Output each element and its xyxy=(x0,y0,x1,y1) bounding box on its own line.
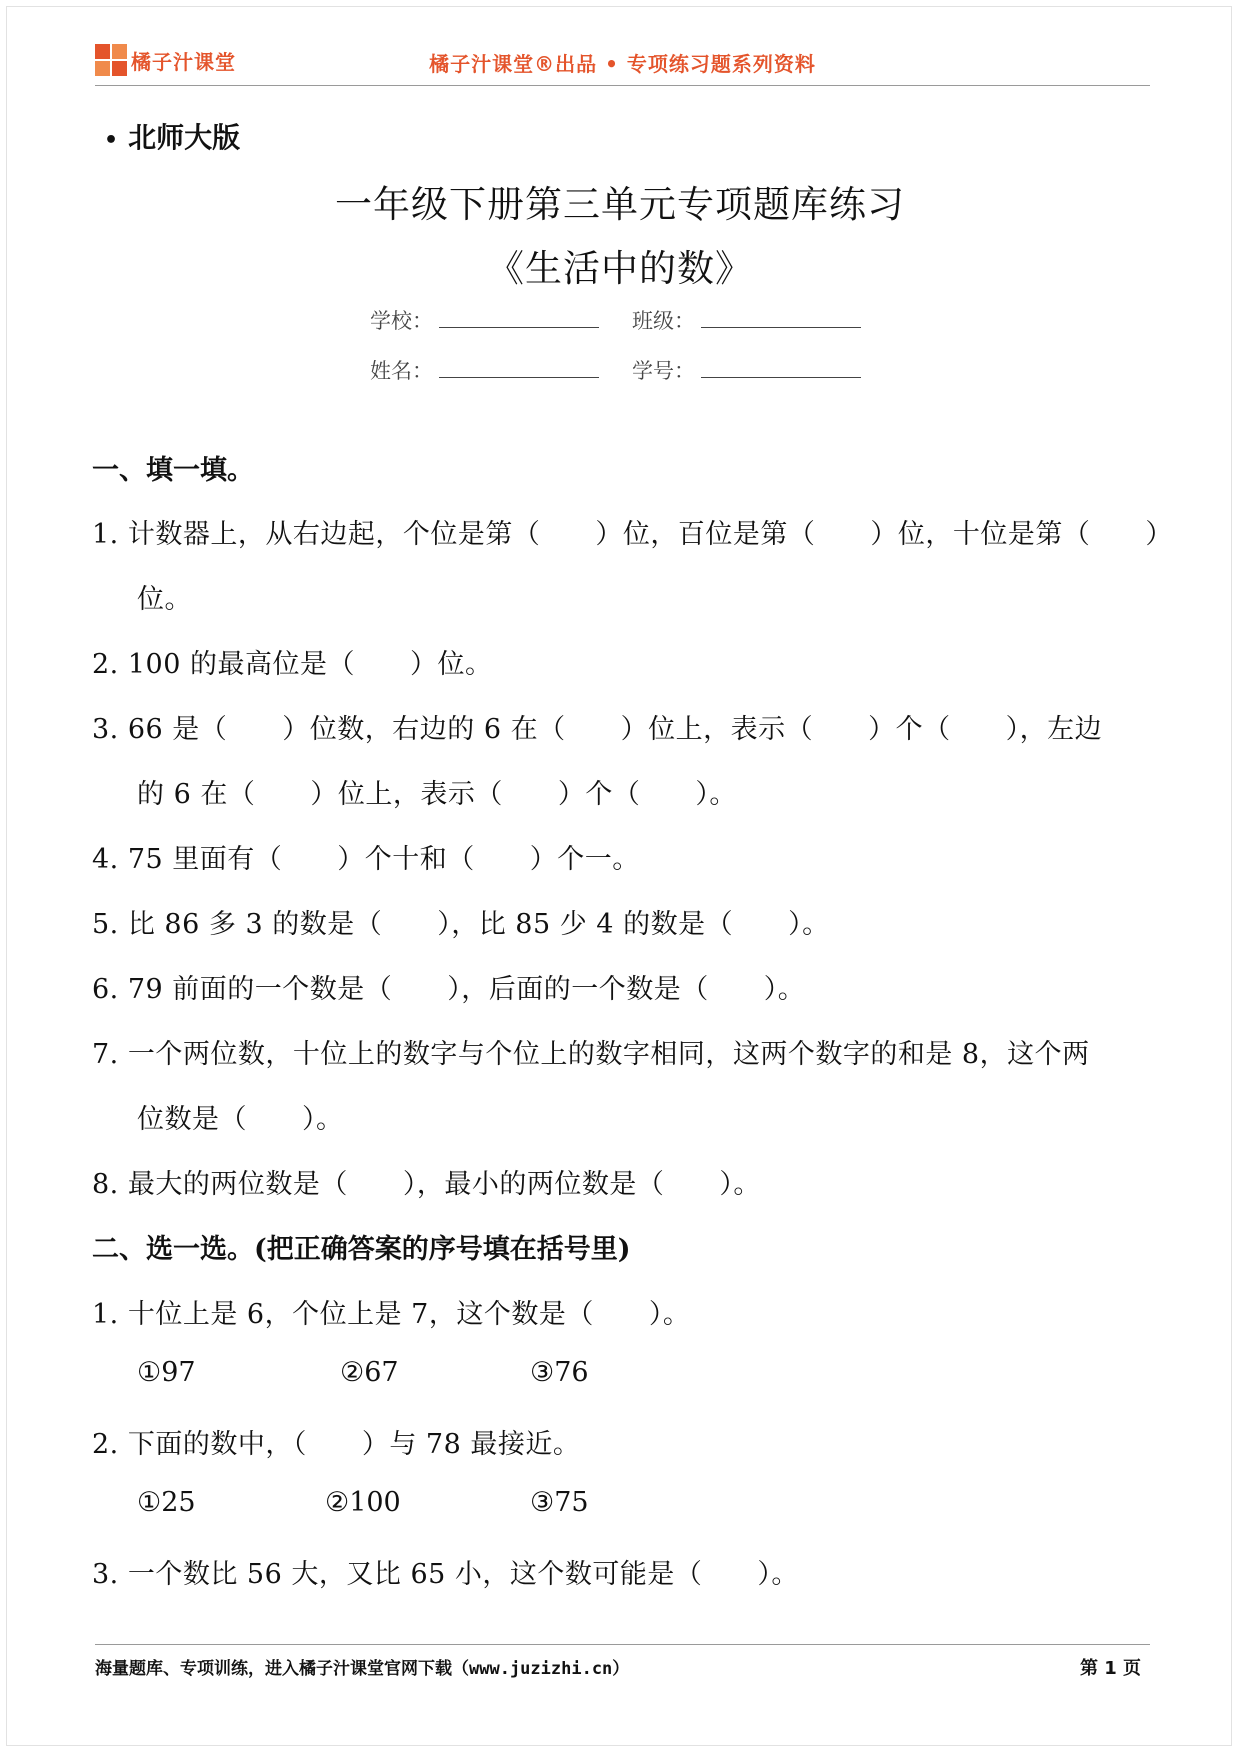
name-field[interactable] xyxy=(370,355,599,385)
option-2-2-c: ③75 xyxy=(530,1487,589,1518)
page-title: 一年级下册第三单元专项题库练习 xyxy=(335,183,905,226)
option-2-2-a: ①25 xyxy=(137,1487,196,1518)
brand-name: 橘子汁课堂 xyxy=(131,50,236,74)
header-divider xyxy=(95,85,1150,86)
question-1-7-cont: 位数是（ ）。 xyxy=(137,1104,344,1135)
option-2-1-c: ③76 xyxy=(530,1357,589,1388)
edition-text: 北师大版 xyxy=(128,121,241,154)
question-1-4: 4. 75 里面有（ ）个十和（ ）个一。 xyxy=(92,844,640,875)
section1-heading: 一、填一填。 xyxy=(92,455,254,486)
page-number: 第 1 页 xyxy=(1080,1658,1142,1679)
question-1-8: 8. 最大的两位数是（ ），最小的两位数是（ ）。 xyxy=(92,1169,761,1200)
footer-divider xyxy=(95,1644,1150,1645)
student-number-field[interactable] xyxy=(632,355,861,385)
class-blank[interactable] xyxy=(701,309,861,328)
bullet-icon: • xyxy=(104,128,119,153)
question-1-5: 5. 比 86 多 3 的数是（ ），比 85 少 4 的数是（ ）。 xyxy=(92,909,830,940)
footer-text: 海量题库、专项训练，进入橘子汁课堂官网下载（www.juzizhi.cn） xyxy=(95,1659,630,1679)
question-2-1: 1. 十位上是 6，个位上是 7，这个数是（ ）。 xyxy=(92,1299,691,1330)
question-1-1-cont: 位。 xyxy=(137,584,192,615)
page-header xyxy=(95,40,1150,86)
question-2-2: 2. 下面的数中，（ ）与 78 最接近。 xyxy=(92,1429,581,1460)
name-label: 姓名： xyxy=(370,359,433,383)
question-1-7: 7. 一个两位数，十位上的数字与个位上的数字相同，这两个数字的和是 8，这个两 xyxy=(92,1039,1090,1070)
class-field[interactable] xyxy=(632,305,861,335)
number-label: 学号： xyxy=(632,359,695,383)
question-1-6: 6. 79 前面的一个数是（ ），后面的一个数是（ ）。 xyxy=(92,974,806,1005)
option-2-2-b: ②100 xyxy=(325,1487,401,1518)
school-blank[interactable] xyxy=(439,309,599,328)
question-2-3: 3. 一个数比 56 大，又比 65 小，这个数可能是（ ）。 xyxy=(92,1559,799,1590)
class-label: 班级： xyxy=(632,309,695,333)
school-field[interactable] xyxy=(370,305,599,335)
option-2-1-a: ①97 xyxy=(137,1357,196,1388)
question-1-1: 1. 计数器上，从右边起，个位是第（ ）位，百位是第（ ）位，十位是第（ ） xyxy=(92,519,1173,550)
question-1-2: 2. 100 的最高位是（ ）位。 xyxy=(92,649,493,680)
school-label: 学校： xyxy=(370,309,433,333)
option-2-1-b: ②67 xyxy=(340,1357,399,1388)
edition-label xyxy=(104,116,240,156)
name-blank[interactable] xyxy=(439,359,599,378)
header-title: 橘子汁课堂®出品 • 专项练习题系列资料 xyxy=(429,52,816,76)
page-subtitle: 《生活中的数》 xyxy=(487,247,753,290)
question-1-3-cont: 的 6 在（ ）位上，表示（ ）个（ ）。 xyxy=(137,779,737,810)
number-blank[interactable] xyxy=(701,359,861,378)
question-1-3: 3. 66 是（ ）位数，右边的 6 在（ ）位上，表示（ ）个（ ），左边 xyxy=(92,714,1103,745)
section2-heading: 二、选一选。(把正确答案的序号填在括号里) xyxy=(92,1234,631,1265)
